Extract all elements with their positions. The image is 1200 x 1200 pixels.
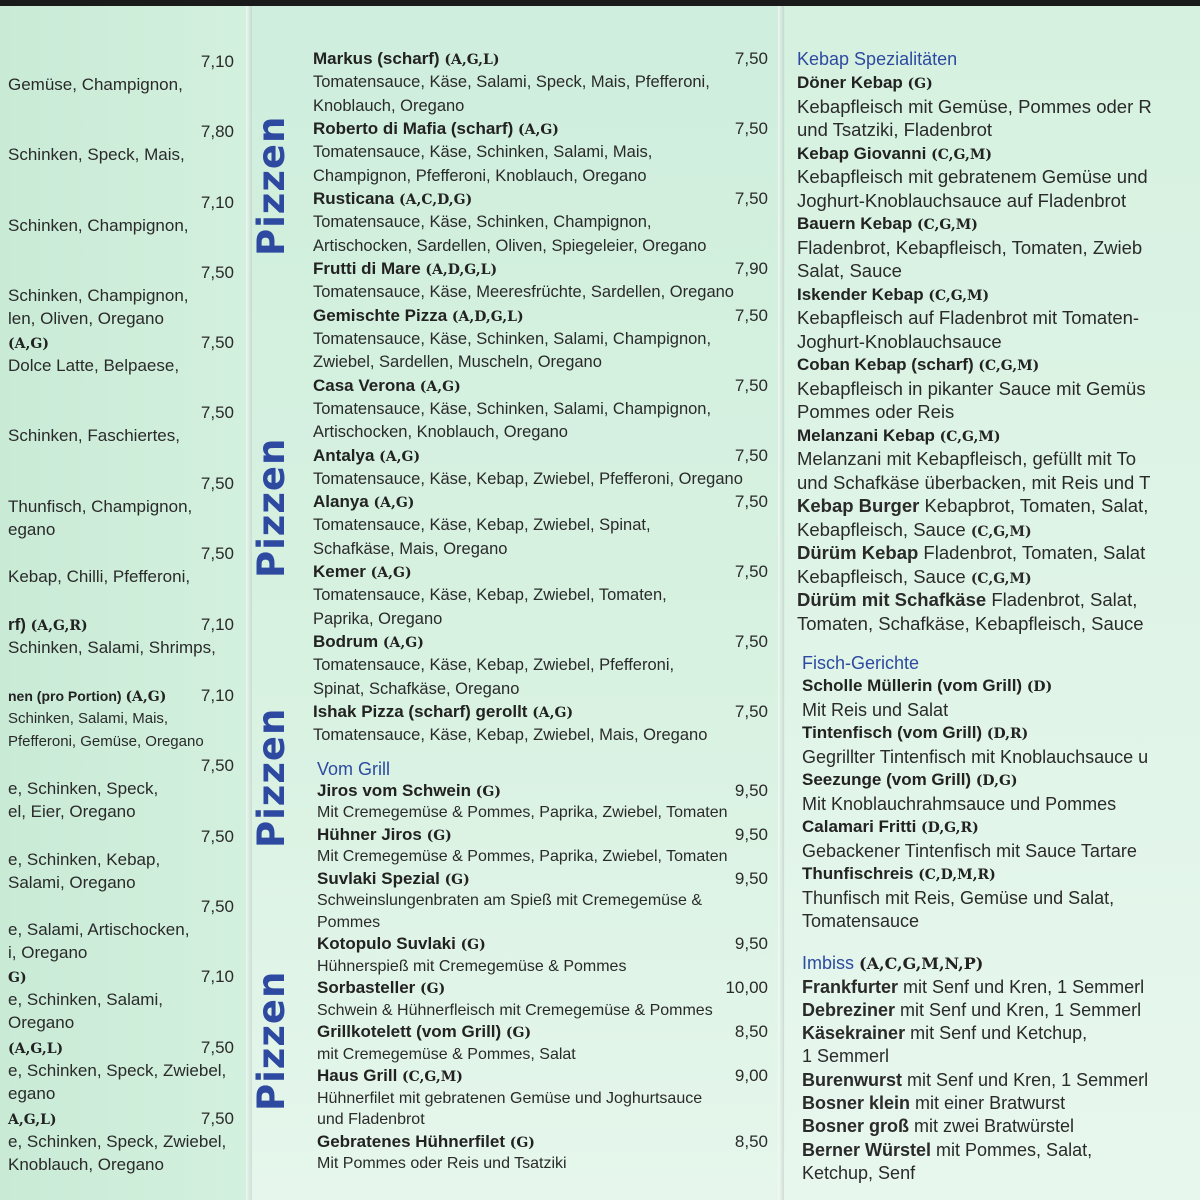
menu-item-description: Tomatensauce, Käse, Kebap, Zwiebel, Pfefferoni, Oregano — [313, 469, 743, 488]
menu-item-price: 9,50 — [734, 868, 768, 888]
menu-item-name: Roberto di Mafia (scharf) (A,G) — [313, 119, 559, 138]
menu-item-description: Artischocken, Knoblauch, Oregano — [313, 423, 568, 441]
menu-item-description: 1 Semmerl — [802, 1046, 890, 1067]
menu-item-description: Tomatensauce, Käse, Kebap, Zwiebel, Pfefferoni, — [313, 656, 675, 674]
menu-item-name: Dürüm mit Schafkäse — [797, 589, 987, 610]
section-title: Fisch-Gerichte — [802, 653, 920, 673]
menu-item-description: Schwein & Hühnerfleisch mit Cremegemüse & Pommes — [317, 1001, 713, 1019]
allergen-code: A,G,L) — [8, 1112, 57, 1128]
menu-item — [802, 1022, 1087, 1044]
menu-item-name: Käsekrainer — [802, 1023, 906, 1044]
menu-item-name: Grillkotelett (vom Grill) (G) — [317, 1022, 532, 1041]
item-price: 7,50 — [200, 897, 234, 916]
menu-item-description: Kebapbrot, Tomaten, Salat, — [919, 495, 1149, 516]
menu-item-price: 7,50 — [734, 119, 768, 138]
menu-item-price: 7,50 — [734, 375, 768, 395]
menu-item-name: Debreziner — [802, 999, 896, 1020]
menu-item-name: Iskender Kebap (C,G,M) — [797, 284, 990, 304]
section-title: Kebap Spezialitäten — [797, 49, 958, 69]
menu-item-price: 10,00 — [725, 978, 768, 997]
menu-item-description: Mit Knoblauchrahmsauce und Pommes — [802, 793, 1117, 814]
menu-item-name: Suvlaki Spezial (G) — [317, 868, 470, 888]
item-description: Schinken, Speck, Mais, — [8, 145, 185, 164]
menu-item-name: Melanzani Kebap (C,G,M) — [797, 425, 1001, 445]
menu-item-description: Tomatensauce, Käse, Kebap, Zwiebel, Mais, Oregano — [313, 726, 708, 744]
menu-item-description: Mit Pommes oder Reis und Tsatziki — [317, 1155, 567, 1172]
menu-item-description: mit Pommes, Salat, — [931, 1139, 1093, 1160]
item-name-fragment: nen (pro Portion) (A,G) — [8, 688, 167, 705]
menu-item-name: Dürüm Kebap — [797, 542, 919, 563]
menu-item-name: Burenwurst — [802, 1069, 903, 1090]
allergen-code: (G) — [460, 937, 486, 953]
allergen-code: (A,G) — [419, 378, 461, 395]
menu-item-description: Fladenbrot, Tomaten, Salat — [918, 542, 1146, 563]
menu-item-price: 7,50 — [734, 445, 768, 465]
item-description: Schinken, Salami, Shrimps, — [8, 638, 216, 657]
item-price: 7,10 — [200, 615, 234, 634]
menu-item-name: Berner Würstel — [802, 1139, 932, 1160]
item-price: 7,50 — [200, 1038, 234, 1057]
menu-item — [802, 1092, 1065, 1114]
menu-item-description: Mit Cremegemüse & Pommes, Paprika, Zwiebel, Tomaten — [317, 848, 728, 865]
item-price: 7,50 — [200, 1109, 234, 1128]
menu-item-name: Kebap Giovanni (C,G,M) — [797, 143, 992, 163]
menu-item-name: Jiros vom Schwein (G) — [317, 780, 501, 800]
item-name-fragment: rf) (A,G,R) — [8, 615, 88, 634]
left-column — [0, 6, 250, 1200]
menu-item-price: 7,50 — [734, 305, 768, 325]
menu-item-description: Paprika, Oregano — [313, 609, 443, 628]
allergen-code: (A,G) — [382, 635, 424, 651]
menu-item — [797, 589, 1137, 611]
item-description: Knoblauch, Oregano — [8, 1155, 164, 1174]
item-description: Salami, Oregano — [8, 873, 136, 892]
menu-item-name: Scholle Müllerin (vom Grill) (D) — [802, 676, 1053, 695]
item-description: el, Eier, Oregano — [8, 802, 136, 821]
allergen-code: (A,D,G,L) — [425, 262, 498, 278]
menu-item-description: Gebackener Tintenfisch mit Sauce Tartare — [802, 840, 1137, 861]
menu-item-name: Frutti di Mare (A,D,G,L) — [313, 259, 498, 278]
menu-item-price: 9,50 — [734, 824, 768, 844]
allergen-code: (G) — [505, 1025, 532, 1041]
menu-item-name: Gemischte Pizza (A,D,G,L) — [313, 305, 524, 325]
item-description: Oregano — [8, 1013, 75, 1032]
menu-item-price: 8,50 — [734, 1131, 768, 1151]
menu-item-name: Seezunge (vom Grill) (D,G) — [802, 770, 1018, 789]
menu-item-description: Joghurt-Knoblauchsauce — [797, 330, 1002, 352]
menu-item-name: Bosner klein — [802, 1093, 911, 1113]
menu-item-name: Bauern Kebap (C,G,M) — [797, 214, 978, 233]
menu-item-description: Tomaten, Schafkäse, Kebapfleisch, Sauce — [797, 612, 1144, 634]
item-description: Dolce Latte, Belpaese, — [8, 356, 180, 375]
menu-item-name: Ishak Pizza (scharf) gerollt (A,G) — [313, 702, 574, 721]
menu-item-description: Tomatensauce, Käse, Kebap, Zwiebel, Spinat, — [313, 516, 651, 534]
menu-item-name: Döner Kebap (G) — [797, 73, 933, 92]
menu-item-price: 9,00 — [734, 1066, 768, 1085]
menu-item-description: mit einer Bratwurst — [910, 1093, 1066, 1113]
allergen-code: (C,D,M,R) — [918, 867, 996, 883]
menu-item-description: Schafkäse, Mais, Oregano — [313, 539, 508, 558]
menu-item-name: Rusticana (A,C,D,G) — [313, 189, 473, 208]
allergen-code: G) — [8, 970, 27, 986]
item-description: e, Schinken, Speck, Zwiebel, — [8, 1061, 227, 1080]
allergen-code: (A,C,G,M,N,P) — [859, 953, 984, 973]
menu-item — [802, 1139, 1092, 1161]
menu-item-name: Bosner groß — [802, 1116, 910, 1137]
section-title: Vom Grill — [317, 758, 391, 779]
allergen-code: (D,R) — [986, 726, 1029, 742]
menu-item-description: Kebapfleisch, Sauce (C,G,M) — [797, 565, 1032, 587]
menu-item-name: Antalya (A,G) — [313, 445, 421, 465]
menu-item — [797, 495, 1148, 517]
menu-item-description: mit Senf und Ketchup, — [905, 1023, 1088, 1044]
allergen-code: (A,G) — [370, 565, 412, 581]
menu-item-price: 7,50 — [734, 189, 768, 208]
menu-item-name: Kebap Burger — [797, 495, 920, 516]
menu-item-name: Gebratenes Hühnerfilet (G) — [317, 1131, 535, 1151]
menu-item-description: Kebapfleisch auf Fladenbrot mit Tomaten- — [797, 307, 1140, 328]
menu-sheet — [0, 6, 1200, 1200]
menu-item-description: Salat, Sauce — [797, 260, 902, 281]
menu-item-description: und Schafkäse überbacken, mit Reis und T — [797, 471, 1151, 493]
menu-item-name: Haus Grill (C,G,M) — [317, 1066, 463, 1085]
menu-item-description: Tomatensauce, Käse, Schinken, Salami, Champignon, — [313, 399, 712, 418]
item-description: egano — [8, 520, 56, 539]
menu-item — [802, 1162, 915, 1184]
menu-item-description: mit Cremegemüse & Pommes, Salat — [317, 1045, 576, 1063]
menu-item-name: Coban Kebap (scharf) (C,G,M) — [797, 355, 1040, 374]
item-description: Schinken, Salami, Mais, — [8, 710, 169, 727]
allergen-code: (A,G) — [8, 336, 49, 352]
menu-item-name: Kotopulo Suvlaki (G) — [317, 934, 486, 953]
allergen-code: (C,G,M) — [928, 287, 990, 304]
item-price: 7,50 — [200, 403, 234, 422]
item-price: 7,50 — [200, 474, 234, 493]
menu-item-name: Kemer (A,G) — [313, 562, 412, 581]
menu-item — [802, 1069, 1148, 1091]
menu-item-price: 7,90 — [734, 259, 768, 278]
middle-column — [250, 6, 780, 1200]
item-price: 7,10 — [200, 686, 234, 705]
menu-item-description: Kebapfleisch in pikanter Sauce mit Gemüs — [797, 377, 1146, 399]
menu-item-description: mit zwei Bratwürstel — [909, 1116, 1075, 1137]
item-name-fragment — [8, 1037, 63, 1060]
menu-item-description: Knoblauch, Oregano — [313, 96, 465, 115]
allergen-code: (D) — [1026, 679, 1053, 695]
allergen-code: (G) — [426, 827, 452, 844]
menu-item-description: mit Senf und Kren, 1 Semmerl — [902, 1069, 1149, 1090]
item-price: 7,50 — [200, 827, 234, 846]
menu-item-description: und Tsatziki, Fladenbrot — [797, 119, 993, 140]
item-description: Schinken, Faschiertes, — [8, 426, 180, 445]
item-description: Schinken, Champignon, — [8, 286, 189, 305]
menu-item-description: Kebapfleisch mit Gemüse, Pommes oder R — [797, 95, 1152, 117]
spine-label: Pizzen — [250, 437, 293, 578]
allergen-code: (G) — [475, 783, 501, 800]
menu-item-description: Gegrillter Tintenfisch mit Knoblauchsauce u — [802, 746, 1149, 767]
menu-item — [802, 976, 1144, 998]
menu-item-name: Tintenfisch (vom Grill) (D,R) — [802, 723, 1029, 742]
menu-item-name: Sorbasteller (G) — [317, 978, 446, 997]
menu-item — [802, 1115, 1074, 1137]
allergen-code: (A,C,D,G) — [398, 192, 473, 208]
menu-item-name: Calamari Fritti (D,G,R) — [802, 817, 979, 836]
menu-item — [802, 1045, 889, 1067]
allergen-code: (D,G,R) — [921, 820, 979, 836]
menu-item-description: Pommes oder Reis — [797, 401, 955, 422]
menu-item-name: Thunfischreis (C,D,M,R) — [802, 864, 996, 883]
item-description: e, Schinken, Speck, Zwiebel, — [8, 1132, 227, 1151]
allergen-code: (C,G,M) — [402, 1069, 463, 1085]
menu-item-description: Champignon, Pfefferoni, Knoblauch, Oregano — [313, 166, 647, 185]
menu-item-name: Alanya (A,G) — [313, 492, 415, 511]
menu-item-description: Kebapfleisch mit gebratenem Gemüse und — [797, 166, 1148, 187]
menu-item-description: Joghurt-Knoblauchsauce auf Fladenbrot — [797, 189, 1127, 211]
allergen-code: (A,G,R) — [30, 618, 88, 634]
menu-item-name: Markus (scharf) (A,G,L) — [313, 49, 500, 68]
spine-label: Pizzen — [250, 707, 293, 848]
item-name-fragment — [8, 1108, 57, 1131]
allergen-code: (A,G) — [379, 448, 421, 465]
item-price: 7,80 — [200, 122, 234, 141]
menu-item-description: Melanzani mit Kebapfleisch, gefüllt mit To — [797, 448, 1136, 469]
menu-item-price: 8,50 — [734, 1022, 768, 1041]
allergen-code: (C,G,M) — [939, 428, 1001, 445]
menu-item-description: Kebapfleisch, Sauce (C,G,M) — [797, 518, 1032, 540]
item-description: e, Schinken, Salami, — [8, 990, 163, 1009]
item-price: 7,50 — [200, 263, 234, 282]
section-title: Imbiss (A,C,G,M,N,P) — [802, 952, 984, 973]
menu-item-name: Casa Verona (A,G) — [313, 375, 461, 395]
item-price: 7,10 — [200, 52, 234, 71]
allergen-code: (G) — [444, 871, 470, 888]
item-description: Pfefferoni, Gemüse, Oregano — [8, 733, 204, 750]
allergen-code: (A,G) — [373, 495, 415, 511]
allergen-code: (G) — [420, 981, 446, 997]
menu-item-price: 9,50 — [734, 934, 768, 953]
item-price: 7,50 — [200, 544, 234, 563]
menu-item-description: Tomatensauce, Käse, Salami, Speck, Mais, Pfefferoni, — [313, 73, 710, 91]
menu-item-description: Fladenbrot, Salat, — [986, 589, 1138, 610]
menu-item-description: Tomatensauce — [802, 911, 920, 931]
menu-item-description: Fladenbrot, Kebapfleisch, Tomaten, Zwieb — [797, 236, 1143, 258]
menu-item-description: Ketchup, Senf — [802, 1162, 916, 1183]
item-description: len, Oliven, Oregano — [8, 309, 164, 328]
item-price: 7,50 — [200, 333, 234, 352]
item-description: Gemüse, Champignon, — [8, 75, 183, 94]
allergen-code: (C,G,M) — [970, 523, 1032, 540]
item-description: e, Salami, Artischocken, — [8, 920, 190, 939]
allergen-code: (G) — [509, 1134, 535, 1151]
allergen-code: (G) — [907, 76, 933, 92]
item-name-fragment — [8, 332, 49, 355]
item-description: e, Schinken, Speck, — [8, 779, 159, 798]
menu-item-description: Tomatensauce, Käse, Schinken, Salami, Mais, — [313, 143, 653, 161]
allergen-code: (A,G,L) — [444, 52, 500, 68]
menu-item-description: Tomatensauce, Käse, Schinken, Champignon, — [313, 213, 652, 231]
item-price: 7,10 — [200, 967, 234, 986]
menu-item-description: Pommes — [317, 913, 381, 931]
allergen-code: (C,G,M) — [931, 146, 992, 163]
menu-item-price: 7,50 — [734, 632, 768, 651]
menu-item-price: 7,50 — [734, 492, 768, 511]
menu-item-description: und Fladenbrot — [317, 1111, 425, 1128]
menu-item-description: Zwiebel, Sardellen, Muscheln, Oregano — [313, 353, 602, 371]
menu-item-description: Artischocken, Sardellen, Oliven, Spiegeleier, Oregano — [313, 236, 707, 255]
right-column — [785, 6, 1200, 1200]
allergen-code: (D,G) — [975, 773, 1018, 789]
allergen-code: (A,G,L) — [8, 1041, 64, 1057]
item-description: Kebap, Chilli, Pfefferoni, — [8, 567, 191, 586]
menu-item-description: Mit Reis und Salat — [802, 699, 949, 720]
menu-item-price: 9,50 — [734, 780, 768, 800]
menu-item-price: 7,50 — [734, 562, 768, 581]
menu-item-description: Hühnerfilet mit gebratenen Gemüse und Joghurtsauce — [317, 1089, 703, 1107]
spine-label: Pizzen — [250, 115, 293, 256]
menu-item-description: Spinat, Schafkäse, Oregano — [313, 679, 520, 698]
fold-line — [778, 6, 784, 1200]
item-description: e, Schinken, Kebap, — [8, 850, 161, 869]
item-price: 7,50 — [200, 756, 234, 775]
menu-item-name: Hühner Jiros (G) — [317, 824, 452, 844]
allergen-code: (C,G,M) — [916, 217, 978, 233]
item-description: Thunfisch, Champignon, — [8, 497, 193, 516]
menu-item-description: Hühnerspieß mit Cremegemüse & Pommes — [317, 957, 627, 975]
menu-item — [802, 999, 1141, 1021]
menu-item-description: mit Senf und Kren, 1 Semmerl — [898, 976, 1145, 997]
allergen-code: (A,D,G,L) — [451, 308, 524, 325]
allergen-code: (A,G) — [532, 705, 574, 721]
menu-item-name: Frankfurter — [802, 976, 899, 997]
menu-item-description: Mit Cremegemüse & Pommes, Paprika, Zwiebel, Tomaten — [317, 804, 728, 821]
item-description: egano — [8, 1084, 56, 1103]
menu-item-description: mit Senf und Kren, 1 Semmerl — [895, 999, 1142, 1020]
menu-item-description: Schweinslungenbraten am Spieß mit Cremegemüse & — [317, 892, 703, 909]
menu-item-description: Tomatensauce, Käse, Schinken, Salami, Champignon, — [313, 329, 712, 348]
menu-item-price: 7,50 — [734, 49, 768, 68]
allergen-code: (C,G,M) — [970, 570, 1032, 587]
menu-item-price: 7,50 — [734, 702, 768, 721]
menu-item-description: Tomatensauce, Käse, Meeresfrüchte, Sardellen, Oregano — [313, 283, 734, 301]
item-name-fragment — [8, 966, 27, 989]
item-price: 7,10 — [200, 193, 234, 212]
menu-item-description: Thunfisch mit Reis, Gemüse und Salat, — [802, 887, 1115, 908]
allergen-code: (C,G,M) — [978, 358, 1040, 374]
item-description: i, Oregano — [8, 943, 88, 962]
menu-item-name: Bodrum (A,G) — [313, 632, 424, 651]
menu-item — [797, 542, 1145, 564]
item-description: Schinken, Champignon, — [8, 216, 189, 235]
allergen-code: (A,G) — [125, 689, 167, 705]
spine-label: Pizzen — [250, 970, 293, 1111]
allergen-code: (A,G) — [517, 122, 559, 138]
menu-item-description: Tomatensauce, Käse, Kebap, Zwiebel, Tomaten, — [313, 586, 667, 604]
